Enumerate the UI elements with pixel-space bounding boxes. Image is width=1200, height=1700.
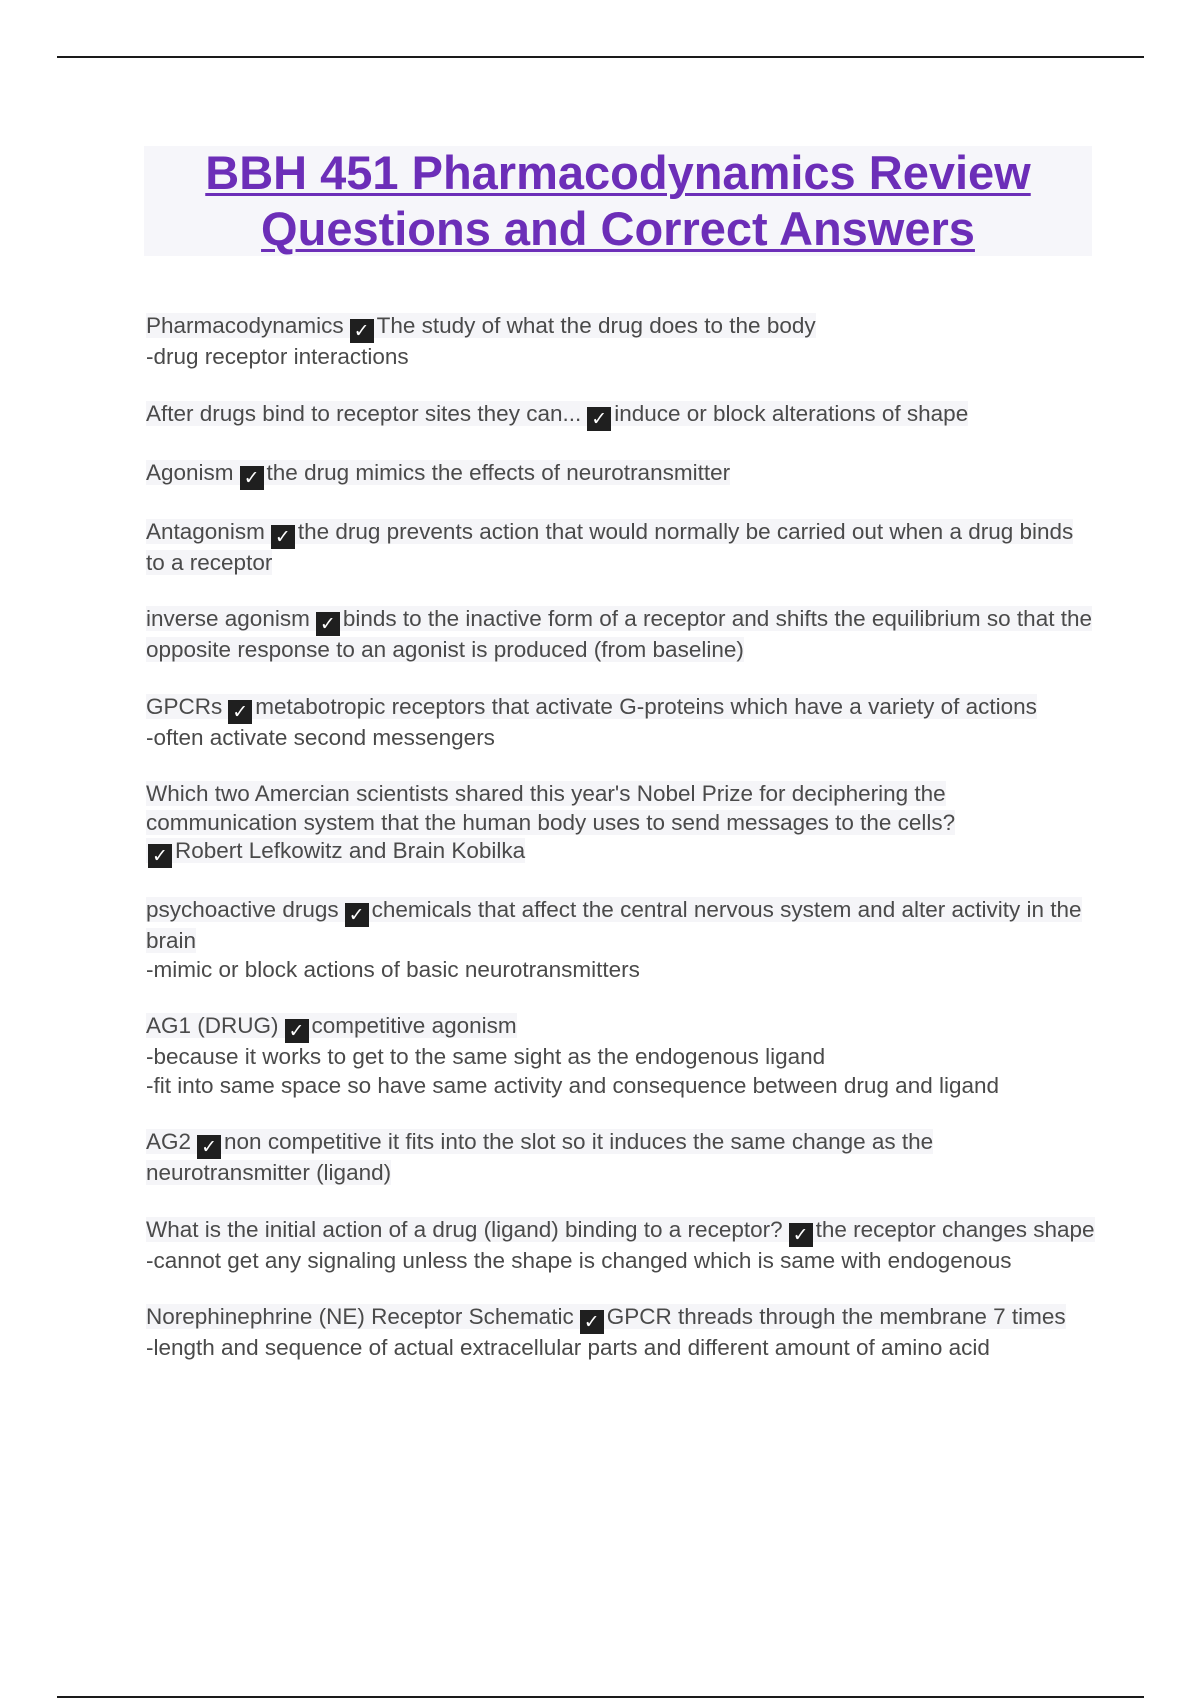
entry-answer: binds to the inactive form of a receptor and shifts the equilibrium so that the opposite response to an agonist is produced (from baseline) [146,606,1092,662]
qa-entry [146,693,1096,753]
qa-entry [146,605,1096,665]
qa-entry [146,1012,1096,1100]
entry-term: After drugs bind to receptor sites they can... [146,400,582,426]
checkmark-box-icon: ✓ [316,612,340,636]
entry-text [146,400,969,430]
title-line-2: Questions and Correct Answers [261,202,975,255]
entry-text [146,313,816,342]
checkmark-box-icon: ✓ [587,407,611,431]
checkmark-box-icon: ✓ [350,319,374,343]
entry-text [146,781,956,867]
entry-term: Agonism [146,459,234,485]
entry-text [146,693,1037,723]
entry-answer: non competitive it fits into the slot so it induces the same change as the neurotransmitter (ligand) [146,1129,934,1185]
entry-note: -often activate second messengers [146,724,495,750]
entry-answer: metabotropic receptors that activate G-proteins which have a variety of actions [255,693,1037,719]
checkmark-box-icon: ✓ [345,903,369,927]
checkmark-box-icon: ✓ [228,700,252,724]
checkmark-box-icon: ✓ [148,844,172,868]
qa-entry [146,400,1096,431]
checkmark-box-icon: ✓ [580,1310,604,1334]
entry-text [146,1013,517,1042]
checkmark-box-icon: ✓ [271,525,295,549]
checkmark-box-icon: ✓ [197,1135,221,1159]
entry-note: -cannot get any signaling unless the shape is changed which is same with endogenous [146,1247,1012,1273]
entry-text [146,1304,1066,1333]
entry-term: Pharmacodynamics [146,313,344,338]
entry-term: Norephinephrine (NE) Receptor Schematic [146,1304,574,1329]
entry-answer: competitive agonism [311,1013,517,1038]
entry-text [146,1216,1095,1246]
page-title [205,145,1030,257]
entry-text [146,459,731,489]
entry-term: Which two Amercian scientists shared this year's Nobel Prize for deciphering the communication system that the human body uses to send messages to the cells? [146,781,956,835]
qa-entry [146,780,1096,868]
entry-answer: GPCR threads through the membrane 7 times [606,1304,1066,1329]
entry-term: psychoactive drugs [146,897,339,922]
entry-answer: the receptor changes shape [815,1216,1095,1242]
entry-text [146,606,1092,662]
entry-text [146,519,1073,575]
entry-text [146,1129,933,1185]
qa-entry [146,518,1096,578]
entry-note: -length and sequence of actual extracellular parts and different amount of amino acid [146,1335,990,1360]
entry-answer: induce or block alterations of shape [614,400,969,426]
entry-answer: the drug mimics the effects of neurotransmitter [266,459,731,485]
entry-note: -fit into same space so have same activity and consequence between drug and ligand [146,1072,1000,1098]
entry-note: -mimic or block actions of basic neurotransmitters [146,956,640,982]
qa-entry [146,1303,1096,1363]
entry-text [146,897,1082,953]
entry-term: What is the initial action of a drug (ligand) binding to a receptor? [146,1216,783,1242]
title-box [144,146,1092,256]
title-line-1: BBH 451 Pharmacodynamics Review [205,146,1031,199]
entry-answer: Robert Lefkowitz and Brain Kobilka [175,838,526,863]
entry-term: GPCRs [146,693,223,719]
entry-note: -because it works to get to the same sight as the endogenous ligand [146,1044,826,1069]
checkmark-box-icon: ✓ [789,1223,813,1247]
qa-entry [146,312,1096,372]
qa-entry [146,459,1096,490]
qa-entry [146,1216,1096,1276]
entry-answer: chemicals that affect the central nervous system and alter activity in the brain [146,897,1082,953]
entry-note: -drug receptor interactions [146,344,409,369]
entry-answer: the drug prevents action that would normally be carried out when a drug binds to a receptor [146,518,1074,575]
checkmark-box-icon: ✓ [240,466,264,490]
bottom-rule [57,1696,1144,1698]
entry-term: AG1 (DRUG) [146,1013,279,1038]
entry-term: Antagonism [146,518,265,544]
checkmark-box-icon: ✓ [285,1019,309,1043]
qa-entry [146,1128,1096,1188]
entry-answer: The study of what the drug does to the body [376,313,816,338]
top-rule [57,56,1144,58]
entry-term: AG2 [146,1129,192,1154]
qa-list [146,312,1096,1391]
qa-entry [146,896,1096,984]
entry-term: inverse agonism [146,606,310,631]
